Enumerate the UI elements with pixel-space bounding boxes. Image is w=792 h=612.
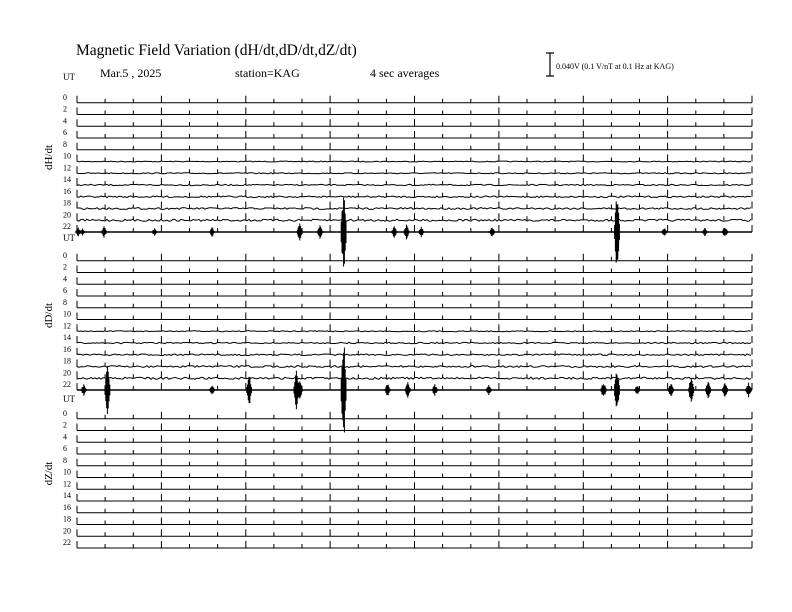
hour-label: 0 xyxy=(63,408,67,418)
burst-mark xyxy=(152,228,157,235)
hour-label: 12 xyxy=(63,479,71,489)
hour-label: 8 xyxy=(63,455,67,465)
panels-group xyxy=(43,72,752,548)
burst-mark xyxy=(615,201,620,262)
hour-label: 22 xyxy=(63,538,71,547)
burst-mark xyxy=(102,226,107,237)
hour-label: 6 xyxy=(63,128,67,137)
hour-label: 18 xyxy=(63,356,71,366)
burst-mark xyxy=(81,384,86,395)
hour-label: 20 xyxy=(63,368,71,378)
hour-label: 12 xyxy=(63,321,71,331)
hour-label: 10 xyxy=(63,309,71,319)
burst-mark xyxy=(392,226,397,238)
hour-label: 2 xyxy=(63,420,67,430)
time-ticks xyxy=(77,447,752,454)
burst-mark xyxy=(385,385,390,395)
hour-label: 14 xyxy=(63,491,71,500)
burst-mark xyxy=(247,377,252,403)
burst-mark xyxy=(669,384,674,396)
hour-label: 0 xyxy=(63,92,67,102)
time-ticks xyxy=(77,301,752,308)
time-ticks xyxy=(77,518,752,525)
burst-mark xyxy=(490,228,495,237)
hour-label: 18 xyxy=(63,198,71,208)
burst-mark xyxy=(80,229,85,236)
hour-label: 8 xyxy=(63,139,67,149)
hour-label: 4 xyxy=(63,274,67,284)
time-ticks xyxy=(77,166,752,173)
burst-mark xyxy=(297,224,302,241)
time-ticks xyxy=(77,313,752,320)
scale-note: 0.040V (0.1 V/nT at 0.1 Hz at KAG) xyxy=(556,62,674,71)
burst-mark xyxy=(635,386,640,393)
time-ticks xyxy=(77,96,752,103)
hour-label: 20 xyxy=(63,210,71,220)
time-ticks xyxy=(77,360,752,367)
time-ticks xyxy=(77,435,752,442)
time-ticks xyxy=(77,412,752,419)
hour-label: 6 xyxy=(63,444,67,453)
time-ticks xyxy=(77,541,752,548)
hour-label: 10 xyxy=(63,151,71,161)
time-ticks xyxy=(77,225,752,232)
time-ticks xyxy=(77,131,752,138)
panel-label: dZ/dt xyxy=(43,461,55,486)
burst-mark xyxy=(723,383,728,396)
time-ticks xyxy=(77,336,752,343)
hour-label: 22 xyxy=(63,380,71,389)
ut-label: UT xyxy=(63,233,75,243)
time-ticks xyxy=(77,178,752,185)
burst-mark xyxy=(405,382,410,398)
burst-mark xyxy=(702,228,707,236)
time-ticks xyxy=(77,482,752,489)
panel-label: dH/dt xyxy=(43,144,55,171)
time-ticks xyxy=(77,348,752,355)
burst-mark xyxy=(419,227,424,237)
time-ticks xyxy=(77,529,752,536)
time-ticks xyxy=(77,190,752,197)
hour-label: 0 xyxy=(63,250,67,260)
hour-label: 16 xyxy=(63,186,71,196)
burst-mark xyxy=(318,225,323,238)
chart-title: Magnetic Field Variation (dH/dt,dD/dt,dZ/dt) xyxy=(76,42,357,59)
burst-mark xyxy=(432,384,437,396)
burst-mark xyxy=(210,227,215,236)
burst-mark xyxy=(662,229,667,236)
time-ticks xyxy=(77,155,752,162)
time-ticks xyxy=(77,266,752,273)
burst-mark xyxy=(746,383,751,398)
hour-label: 14 xyxy=(63,333,71,342)
date-label: Mar.5 , 2025 xyxy=(100,66,162,80)
hour-label: 22 xyxy=(63,222,71,231)
time-ticks xyxy=(77,494,752,501)
hour-label: 8 xyxy=(63,297,67,307)
time-ticks xyxy=(77,383,752,390)
hour-label: 20 xyxy=(63,526,71,536)
ut-label: UT xyxy=(63,394,75,404)
time-ticks xyxy=(77,459,752,466)
hour-label: 18 xyxy=(63,514,71,524)
panel-label: dD/dt xyxy=(43,302,55,329)
scale-bar xyxy=(546,53,554,76)
hour-label: 4 xyxy=(63,432,67,442)
burst-mark xyxy=(706,382,711,398)
time-ticks xyxy=(77,471,752,478)
time-ticks xyxy=(77,324,752,331)
burst-mark xyxy=(601,384,606,395)
burst-mark xyxy=(486,385,491,395)
burst-mark xyxy=(341,348,346,433)
hour-label: 14 xyxy=(63,175,71,184)
time-ticks xyxy=(77,289,752,296)
time-ticks xyxy=(77,108,752,115)
hour-label: 16 xyxy=(63,344,71,354)
hour-label: 4 xyxy=(63,116,67,126)
burst-mark xyxy=(404,225,409,240)
ut-label: UT xyxy=(63,72,75,82)
time-ticks xyxy=(77,119,752,126)
time-ticks xyxy=(77,371,752,378)
hour-label: 16 xyxy=(63,502,71,512)
time-ticks xyxy=(77,254,752,261)
burst-mark xyxy=(689,378,694,402)
time-ticks xyxy=(77,424,752,431)
hour-label: 6 xyxy=(63,286,67,295)
time-ticks xyxy=(77,143,752,150)
hour-label: 2 xyxy=(63,262,67,272)
time-ticks xyxy=(77,277,752,284)
time-ticks xyxy=(77,202,752,209)
station-label: station=KAG xyxy=(235,66,300,80)
burst-mark xyxy=(723,228,728,236)
time-ticks xyxy=(77,506,752,513)
hour-label: 10 xyxy=(63,467,71,477)
averaging-label: 4 sec averages xyxy=(370,66,440,80)
hour-label: 12 xyxy=(63,163,71,173)
burst-mark xyxy=(210,386,215,394)
hour-label: 2 xyxy=(63,104,67,114)
burst-mark xyxy=(105,366,110,414)
